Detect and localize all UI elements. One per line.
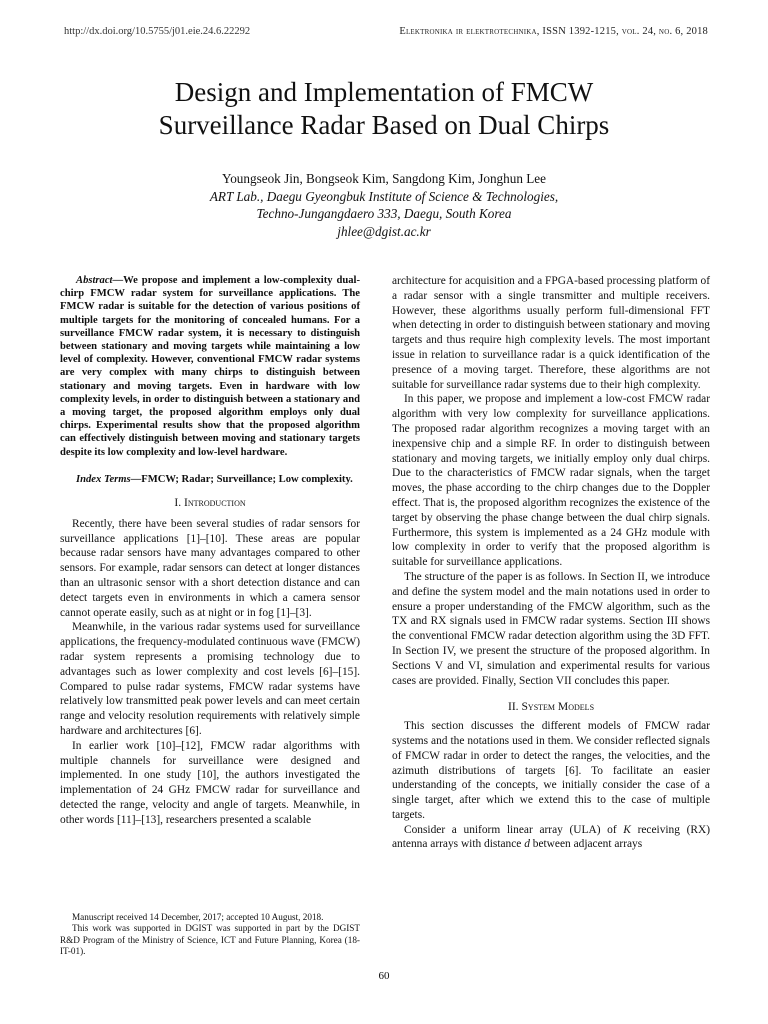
title-line-2: Surveillance Radar Based on Dual Chirps — [158, 110, 610, 140]
system-paragraph-1: This section discusses the different models of FMCW radar systems and the notations used in them. We consider reflected signals of FMCW radar in order to detect the ranges, the velocities, and the azimuth distributions of targets [6]. To facilitate an easier understanding of the concepts, we initially consider the case of a single target, after which we extend this to the case of multiple targets. — [392, 720, 710, 821]
intro-paragraph-1: Recently, there have been several studies of radar sensors for surveillance applications [1]–[10]. These areas are popular because radar sensors have many advantages compared to other sensors. For example, radar sensors can detect at longer distances than an ultrasonic sensor with a short detection distance and can detect targets even in environments in which a camera sensor cannot operate easily, such as at night or in fog [1]–[3]. — [60, 517, 360, 619]
intro-paragraph-2: Meanwhile, in the various radar systems used for surveillance applications, the frequency-modulated continuous wave (FMCW) radar system represents a promising technology due to advantages such as lower complexity and cost levels [6]–[15]. Compared to pulse radar systems, FMCW radar systems have relatively low transmitted peak power levels and can meet certain range and velocity resolution requirements with relatively simple hardware and architectures [6]. — [60, 621, 360, 737]
system-text-a: Consider a uniform linear array (ULA) of — [404, 823, 624, 836]
abstract-label: Abstract — [76, 275, 113, 286]
footnote-manuscript: Manuscript received 14 December, 2017; accepted 10 August, 2018. — [72, 912, 324, 922]
footnote-funding: This work was supported in DGIST was supported in part by the DGIST R&D Program of the Ministry of Science, ICT and Future Planning, Korea (18-IT-01). — [60, 923, 360, 957]
author-email[interactable]: jhlee@dgist.ac.kr — [337, 223, 431, 239]
abstract-text: —We propose and implement a low-complexity dual-chirp FMCW radar system for surveillance applications. The FMCW radar is suitable for the detection of various positions of multiple targets for the monitoring of concealed humans. For a surveillance FMCW radar system, it is necessary to distinguish between stationary and moving targets while maintaining a low level of complexity. However, conventional FMCW radar systems are very complex with many chirps to distinguish between stationary and moving targets. Even in hardware with low complexity levels, in order to distinguish between a stationary and a moving target, the proposed algorithm employs only dual chirps. Experimental results show that the proposed algorithm can effectively distinguish between moving and stationary targets despite its low complexity and low-level hardware. — [60, 275, 360, 458]
variable-k: K — [623, 823, 631, 836]
journal-header: Elektronika ir elektrotechnika, ISSN 1392-1215, vol. 24, no. 6, 2018 — [399, 26, 708, 37]
footnote — [60, 912, 360, 958]
affiliation-line-1: ART Lab., Daegu Gyeongbuk Institute of Science & Technologies, — [209, 188, 559, 204]
system-text-b: receiving (RX) antenna arrays with distance — [392, 823, 711, 851]
intro-paragraph-4: In this paper, we propose and implement a low-cost FMCW radar algorithm with very low complexity for surveillance applications. The proposed radar algorithm recognizes a moving target with an inexpensive chip and a simple RF. In order to distinguish between stationary and moving targets, we initially employ only dual chirps. Due to the characteristics of FMCW radar signals, when the target moves, the phase according to the chirp changes due to the Doppler effect. That is, the proposed algorithm recognizes the existence of the target by observing the phase change between the dual chirp signals. Furthermore, this system is implemented as a 24 GHz module with low complexity in order to verify that the proposed algorithm is suitable for surveillance applications. — [392, 393, 710, 569]
intro-paragraph-5: The structure of the paper is as follows. In Section II, we introduce and define the system model and the main notations used in order to ensure a proper understanding of the FMCW algorithm, such as the TX and RX signals used in FMCW radar systems. Section III shows the conventional FMCW radar detection algorithm using the 3D FFT. In Section IV, we present the structure of the proposed algorithm. In Sections V and VI, simulation and experimental results for various cases are provided. Finally, Section VII concludes this paper. — [392, 570, 710, 687]
title-line-1: Design and Implementation of FMCW — [174, 77, 594, 107]
section-heading-system-models: II. System Models — [507, 700, 595, 714]
index-terms-text: —FMCW; Radar; Surveillance; Low complexity. — [130, 473, 353, 485]
intro-paragraph-3: In earlier work [10]–[12], FMCW radar algorithms with multiple channels for surveillance were designed and implemented. In one study [10], the authors investigated the implementation of 24 GHz FMCW radar for surveillance and detected the range, velocity and angle of targets. Meanwhile, in other words [11]–[13], researchers presented a scalable — [60, 739, 360, 826]
system-text-c: between adjacent arrays — [529, 838, 643, 851]
system-paragraph-2 — [392, 823, 710, 853]
doi-link[interactable]: http://dx.doi.org/10.5755/j01.eie.24.6.22292 — [64, 26, 251, 37]
abstract — [60, 274, 360, 459]
affiliation-line-2: Techno-Jungangdaero 333, Daegu, South Korea — [256, 206, 512, 221]
paper-title — [0, 76, 768, 142]
left-column — [60, 274, 360, 828]
section-heading-introduction: I. Introduction — [174, 496, 246, 510]
index-terms-label: Index Terms — [76, 473, 131, 485]
variable-d: d — [524, 838, 530, 851]
intro-paragraph-continued: architecture for acquisition and a FPGA-based processing platform of a radar sensor with a single transmitter and multiple receivers. However, these algorithms usually perform full-dimensional FFT when detecting in order to distinguish between stationary and moving targets and thus require high complexity levels. The most important issue in relation to surveillance radar is a quick identification of the presence of a moving target. Therefore, these algorithms are not suitable for surveillance radar systems due to their high complexity. — [392, 275, 710, 391]
author-names: Youngseok Jin, Bongseok Kim, Sangdong Kim, Jonghun Lee — [222, 171, 546, 186]
index-terms — [60, 473, 360, 486]
author-block — [0, 170, 768, 240]
right-column — [392, 274, 710, 852]
page-number: 60 — [378, 970, 390, 982]
